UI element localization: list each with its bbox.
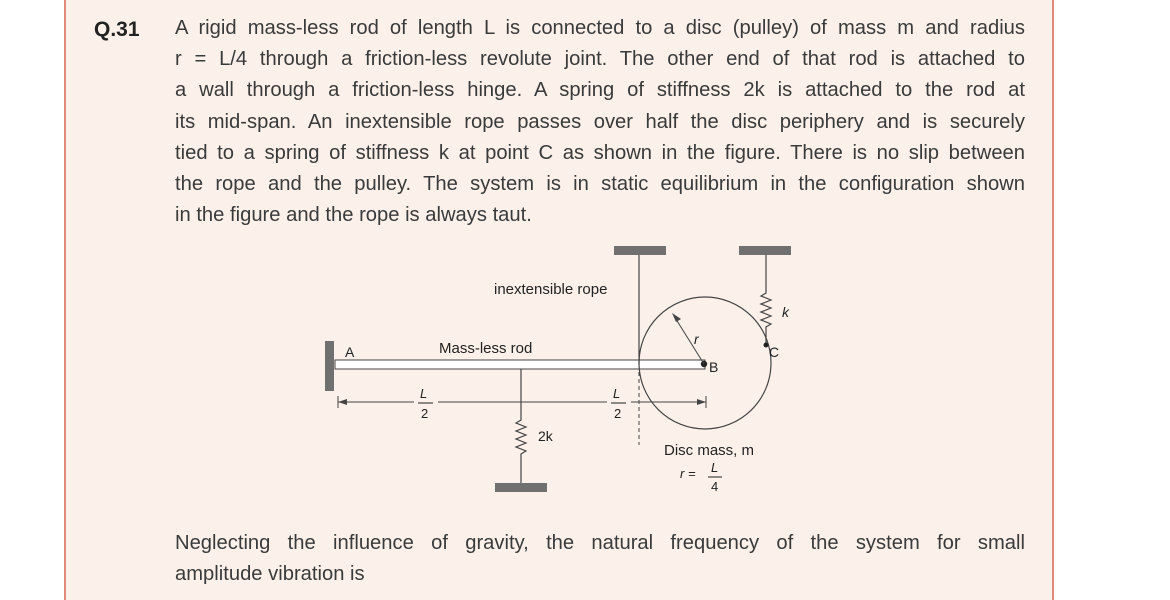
label-B: B (709, 359, 719, 375)
question-number: Q.31 (94, 18, 140, 41)
question-line: tied to a spring of stiffness k at point C as shown in the figure. There is no slip between (175, 141, 1025, 164)
ground-spring-2k (495, 483, 547, 492)
label-rope: inextensible rope (494, 281, 608, 298)
wall (325, 341, 334, 391)
dim-left-den: 2 (421, 406, 429, 421)
spring-2k (516, 408, 526, 483)
label-A: A (345, 344, 355, 360)
point-C (764, 343, 769, 348)
ground-spring-k (739, 246, 791, 255)
question-line: a wall through a friction-less hinge. A spring of stiffness 2k is attached to the rod at (175, 79, 1025, 102)
question-line: its mid-span. An inextensible rope passes over half the disc periphery and is securely (175, 110, 1025, 133)
label-k: k (782, 304, 789, 320)
label-r: r (694, 331, 699, 347)
dimension-arrow-left (338, 399, 347, 405)
dim-right-num: L (613, 386, 621, 401)
radius-arrowhead (672, 313, 681, 322)
label-rod: Mass-less rod (439, 340, 533, 357)
dim-left-num: L (420, 386, 428, 401)
radius-prefix: r = (680, 466, 696, 481)
followup-line: Neglecting the influence of gravity, the natural frequency of the system for small (175, 532, 1025, 554)
dim-right-den: 2 (614, 406, 622, 421)
ground-rope (614, 246, 666, 255)
dimension-arrow-right (697, 399, 706, 405)
question-line: A rigid mass-less rod of length L is connected to a disc (pulley) of mass m and radius (175, 17, 1025, 39)
radius-line (674, 316, 704, 364)
disc-label: Disc mass, m (664, 442, 754, 459)
radius-den: 4 (711, 479, 719, 494)
label-2k: 2k (538, 428, 553, 444)
label-C: C (769, 344, 780, 360)
radius-num: L (711, 460, 719, 475)
massless-rod (335, 360, 705, 369)
question-followup (175, 528, 1025, 590)
question-line: in the figure and the rope is always taut. (175, 204, 532, 227)
followup-line: amplitude vibration is (175, 563, 365, 586)
question-line: r = L/4 through a friction-less revolute joint. The other end of that rod is attached to (175, 48, 1025, 71)
question-line: the rope and the pulley. The system is in static equilibrium in the configuration shown (175, 173, 1025, 196)
